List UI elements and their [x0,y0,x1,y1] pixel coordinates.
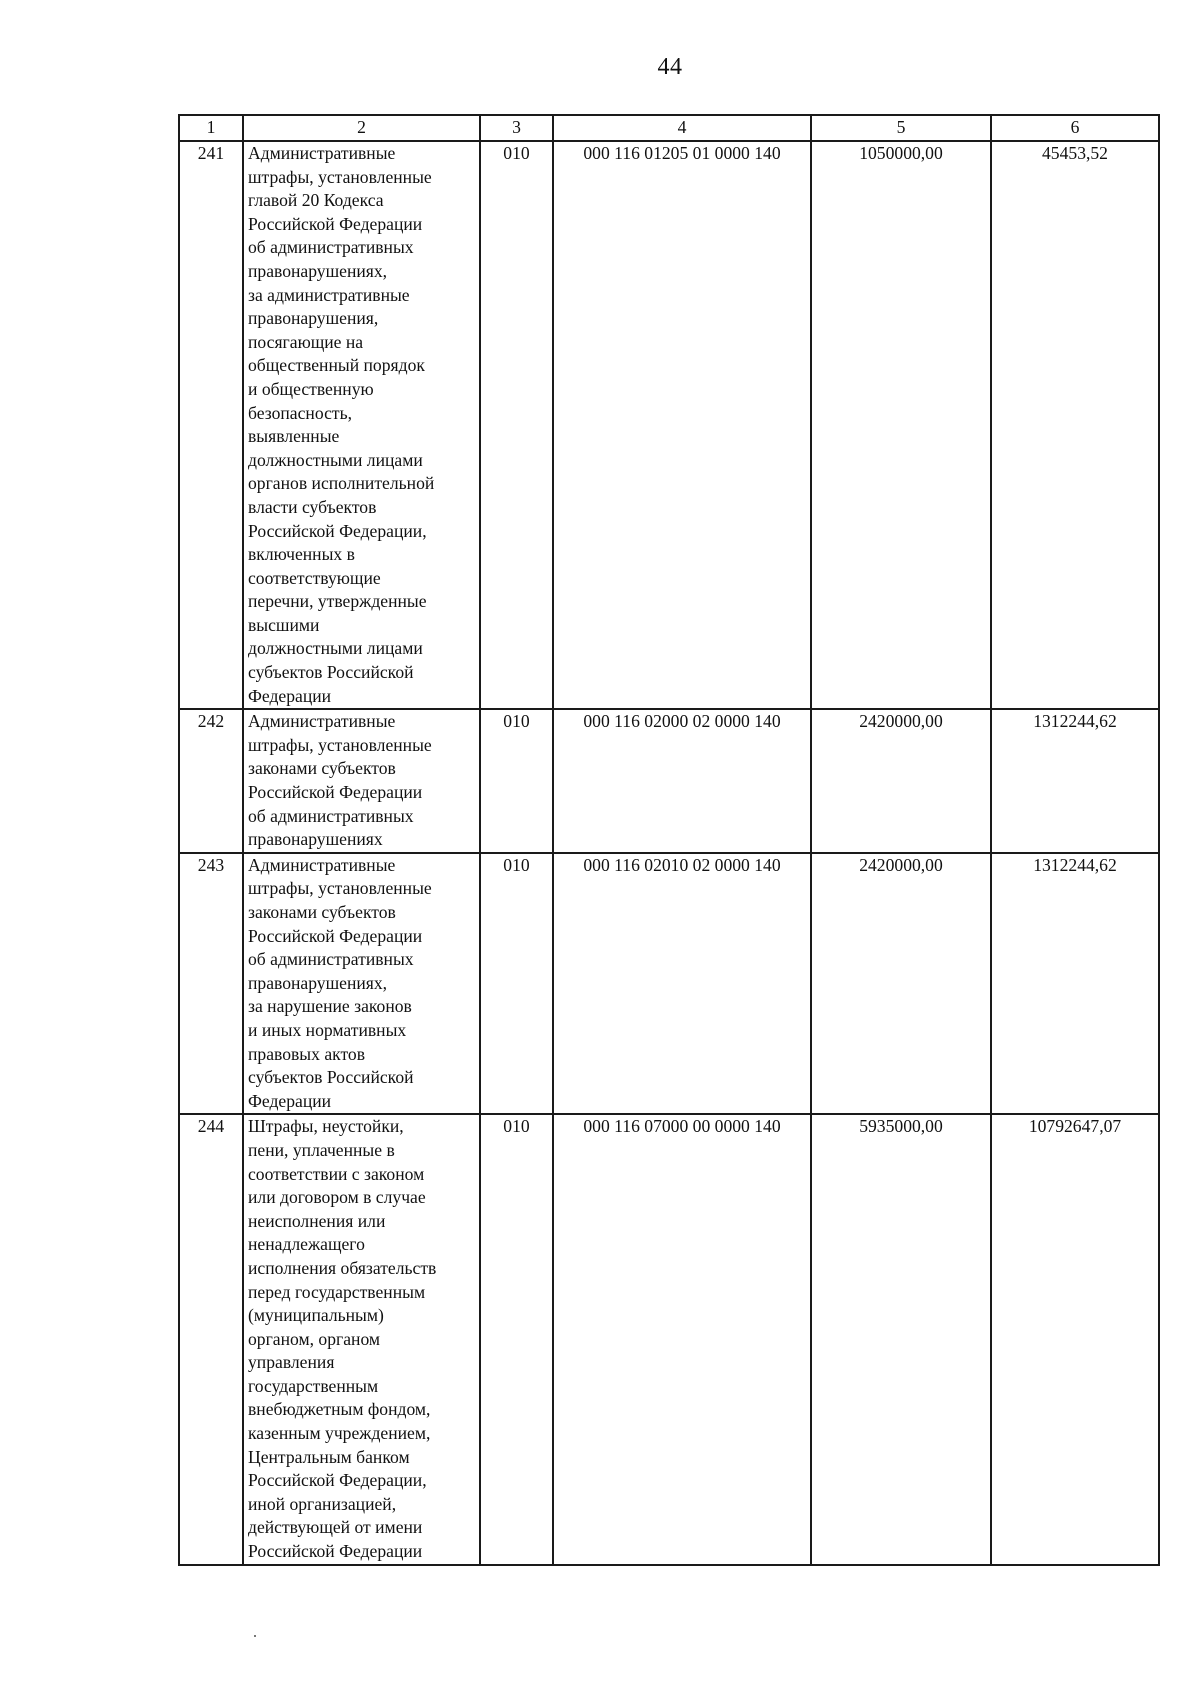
description-line: соответствующие [248,567,381,588]
description-line: Административные [248,854,396,875]
description-line: об административных [248,949,414,970]
page-number: 44 [657,54,683,80]
description-line: об административных [248,237,414,258]
description-line: штрафы, установленные [248,734,432,755]
description-line: Федерации [248,1090,332,1111]
admin-code: 010 [480,1114,553,1564]
description-line: выявленные [248,426,340,447]
description-line: субъектов Российской [248,1067,414,1088]
description-line: штрафы, установленные [248,166,432,187]
planned-amount: 2420000,00 [811,709,991,853]
description-line: высшими [248,614,320,635]
description-line: общественный порядок [248,355,425,376]
description-line: правонарушениях, [248,972,388,993]
description-line: и иных нормативных [248,1019,407,1040]
description-line: (муниципальным) [248,1305,384,1326]
planned-amount: 2420000,00 [811,853,991,1115]
planned-amount: 5935000,00 [811,1114,991,1564]
planned-amount: 1050000,00 [811,141,991,709]
row-number: 241 [179,141,243,709]
description-line: Российской Федерации [248,925,423,946]
actual-amount: 1312244,62 [991,709,1159,853]
description-line: перед государственным [248,1281,426,1302]
description-line: управления [248,1352,335,1373]
description-line: Федерации [248,685,332,706]
description-line: органом, органом [248,1328,381,1349]
row-description [243,853,480,1115]
description-line: субъектов Российской [248,662,414,683]
description-line: безопасность, [248,402,352,423]
budget-revenue-table [178,114,1160,1566]
description-line: соответствии с законом [248,1163,425,1184]
header-col-5: 5 [811,115,991,141]
actual-amount: 45453,52 [991,141,1159,709]
description-line: законами субъектов [248,758,396,779]
description-line: должностными лицами [248,638,423,659]
header-col-2: 2 [243,115,480,141]
description-line: Российской Федерации, [248,520,427,541]
header-col-3: 3 [480,115,553,141]
description-line: пени, уплаченные в [248,1139,395,1160]
budget-classification-code: 000 116 07000 00 0000 140 [553,1114,811,1564]
header-col-1: 1 [179,115,243,141]
description-line: Российской Федерации, [248,1470,427,1491]
description-line: Российской Федерации [248,782,423,803]
header-row [179,115,1159,141]
description-line: Штрафы, неустойки, [248,1116,404,1137]
description-line: власти субъектов [248,496,377,517]
admin-code: 010 [480,709,553,853]
description-line: перечни, утвержденные [248,591,427,612]
description-line: ненадлежащего [248,1234,365,1255]
description-line: органов исполнительной [248,473,435,494]
description-line: законами субъектов [248,902,396,922]
description-line: включенных в [248,544,355,565]
description-line: штрафы, установленные [248,878,432,899]
description-line: должностными лицами [248,449,423,470]
description-line: иной организацией, [248,1493,397,1514]
budget-classification-code: 000 116 01205 01 0000 140 [553,141,811,709]
description-line: неисполнения или [248,1210,386,1231]
row-number: 243 [179,853,243,1115]
description-line: Административные [248,143,396,163]
admin-code: 010 [480,853,553,1115]
description-line: посягающие на [248,331,364,352]
actual-amount: 10792647,07 [991,1114,1159,1564]
table-row [179,709,1159,853]
description-line: правонарушениях, [248,260,388,281]
header-col-6: 6 [991,115,1159,141]
table-header [179,115,1159,141]
description-line: Административные [248,711,396,732]
row-number: 244 [179,1114,243,1564]
description-line: государственным [248,1375,379,1396]
row-description [243,1114,480,1564]
description-line: главой 20 Кодекса [248,190,384,211]
row-number: 242 [179,709,243,853]
description-line: казенным учреждением, [248,1423,431,1444]
row-description [243,709,480,853]
scan-artifact [254,1635,256,1637]
description-line: внебюджетным фондом, [248,1399,431,1420]
description-line: об административных [248,805,414,826]
table-body [179,141,1159,1565]
row-description [243,141,480,709]
budget-classification-code: 000 116 02000 02 0000 140 [553,709,811,853]
table-row [179,141,1159,709]
description-line: правонарушениях [248,829,383,850]
description-line: за административные [248,284,410,305]
actual-amount: 1312244,62 [991,853,1159,1115]
budget-classification-code: 000 116 02010 02 0000 140 [553,853,811,1115]
table-row [179,853,1159,1115]
header-col-4: 4 [553,115,811,141]
description-line: правовых актов [248,1043,366,1064]
description-line: и общественную [248,378,374,399]
admin-code: 010 [480,141,553,709]
description-line: или договором в случае [248,1187,426,1208]
description-line: правонарушения, [248,308,379,329]
description-line: действующей от имени [248,1517,423,1538]
description-line: Центральным банком [248,1446,410,1467]
description-line: за нарушение законов [248,996,412,1017]
description-line: Российской Федерации [248,213,423,234]
description-line: Российской Федерации [248,1541,423,1562]
table-row [179,1114,1159,1564]
description-line: исполнения обязательств [248,1257,437,1278]
